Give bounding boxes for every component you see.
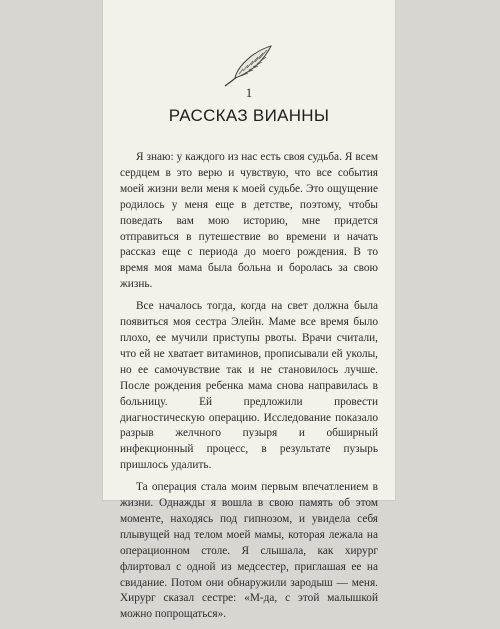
paragraph-2: Все началось тогда, когда на свет должна была появиться моя сестра Элейн. Маме все время было плохо, ее мучили приступы рвоты. Врачи считали, что ей не хватает витаминов, прописывали ей уколы, но ее самочувствие так и не становилось лучше. После рождения ребенка мама снова направилась в больницу. Ей предложили провести диагностическую операцию. Исследование показало разрыв желчного пузыря и обширный инфекционный процесс, в результате пузырь пришлось удалить. bbox=[120, 300, 378, 472]
paragraph-3: Та операция стала моим первым впечатлением в жизни. Однажды я вошла в свою память об этом моменте, находясь под гипнозом, и увидела себя плывущей над телом моей мамы, которая лежала на операционном столе. Я слышала, как хирург флиртовал с одной из медсестер, приглашая ее на свидание. Потом они обнаружили зародыш — меня. Хирург сказал сестре: «М-да, с этой малышкой можно попрощаться». bbox=[120, 481, 378, 621]
book-page bbox=[103, 0, 395, 621]
chapter-body bbox=[120, 150, 378, 629]
chapter-title: РАССКАЗ ВИАННЫ bbox=[168, 106, 330, 125]
feather-icon bbox=[221, 42, 277, 88]
chapter-number: 1 bbox=[245, 85, 253, 100]
paragraph-1: Я знаю: у каждого из нас есть своя судьба. Я всем сердцем в это верю и чувствую, что все события моей жизни вели меня к моей судьбе. Это ощущение родилось у меня еще в детстве, поэтому, чтобы поведать вам мою историю, мне придется отправиться в путешествие во времени и начать рассказ еще с периода до моего рождения. В то время моя мама была больна и боролась за свою жизнь. bbox=[120, 151, 378, 291]
